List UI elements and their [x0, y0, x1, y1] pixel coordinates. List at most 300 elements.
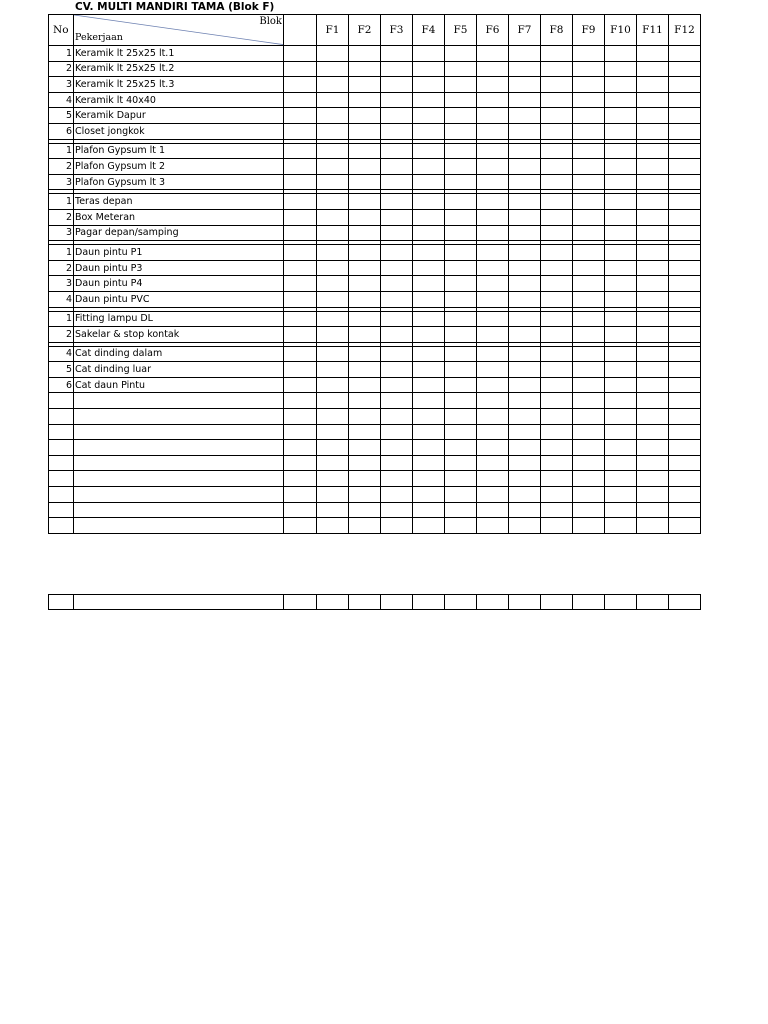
header-col-f9: F9 — [573, 15, 605, 46]
progress-cell — [445, 77, 477, 93]
progress-cell — [605, 225, 637, 241]
progress-cell — [669, 487, 701, 503]
progress-cell — [381, 77, 413, 93]
progress-cell — [509, 377, 541, 393]
progress-cell — [605, 409, 637, 425]
job-name: Daun pintu PVC — [74, 291, 284, 307]
progress-cell — [317, 518, 349, 534]
progress-cell — [637, 518, 669, 534]
progress-cell — [637, 455, 669, 471]
progress-cell — [413, 260, 445, 276]
table-row — [49, 108, 701, 124]
progress-cell — [509, 276, 541, 292]
progress-cell — [349, 77, 381, 93]
progress-cell — [637, 346, 669, 362]
progress-cell — [381, 346, 413, 362]
table-row — [49, 92, 701, 108]
cell — [74, 595, 284, 610]
table-row — [49, 174, 701, 190]
progress-cell — [509, 502, 541, 518]
progress-cell — [605, 92, 637, 108]
progress-cell — [317, 377, 349, 393]
progress-cell — [381, 46, 413, 62]
progress-cell — [573, 159, 605, 175]
header-col-f2: F2 — [349, 15, 381, 46]
progress-cell — [637, 46, 669, 62]
progress-cell — [477, 291, 509, 307]
progress-cell — [349, 92, 381, 108]
progress-cell — [669, 92, 701, 108]
job-name: Daun pintu P4 — [74, 276, 284, 292]
progress-cell — [284, 260, 317, 276]
job-name: Plafon Gypsum lt 2 — [74, 159, 284, 175]
progress-cell — [317, 362, 349, 378]
progress-cell — [541, 77, 573, 93]
progress-cell — [317, 346, 349, 362]
progress-cell — [284, 487, 317, 503]
table-row — [49, 424, 701, 440]
progress-cell — [637, 77, 669, 93]
progress-cell — [284, 225, 317, 241]
progress-cell — [509, 424, 541, 440]
progress-cell — [381, 245, 413, 261]
progress-cell — [605, 440, 637, 456]
progress-cell — [541, 260, 573, 276]
progress-cell — [349, 377, 381, 393]
progress-cell — [573, 393, 605, 409]
progress-cell — [669, 518, 701, 534]
progress-cell — [284, 409, 317, 425]
cell — [669, 595, 701, 610]
progress-cell — [509, 143, 541, 159]
progress-cell — [477, 276, 509, 292]
progress-cell — [477, 346, 509, 362]
header-no: No — [49, 15, 74, 46]
progress-cell — [381, 409, 413, 425]
progress-cell — [669, 346, 701, 362]
progress-cell — [573, 194, 605, 210]
progress-cell — [477, 225, 509, 241]
row-number: 1 — [49, 245, 74, 261]
progress-cell — [541, 455, 573, 471]
progress-cell — [317, 159, 349, 175]
progress-cell — [317, 291, 349, 307]
row-number: 2 — [49, 61, 74, 77]
progress-cell — [477, 377, 509, 393]
progress-cell — [349, 471, 381, 487]
progress-cell — [573, 487, 605, 503]
progress-cell — [573, 518, 605, 534]
job-name — [74, 502, 284, 518]
progress-cell — [413, 209, 445, 225]
job-name — [74, 440, 284, 456]
progress-cell — [573, 327, 605, 343]
progress-cell — [381, 455, 413, 471]
progress-cell — [413, 311, 445, 327]
progress-cell — [573, 174, 605, 190]
progress-cell — [573, 61, 605, 77]
progress-cell — [413, 518, 445, 534]
progress-cell — [605, 346, 637, 362]
footer-row — [49, 595, 701, 610]
progress-cell — [605, 159, 637, 175]
progress-cell — [509, 346, 541, 362]
progress-cell — [541, 245, 573, 261]
progress-cell — [541, 362, 573, 378]
progress-cell — [605, 518, 637, 534]
progress-cell — [413, 471, 445, 487]
cell — [317, 595, 349, 610]
row-number: 2 — [49, 260, 74, 276]
progress-cell — [349, 393, 381, 409]
row-number — [49, 455, 74, 471]
progress-cell — [445, 209, 477, 225]
progress-cell — [541, 194, 573, 210]
progress-cell — [284, 108, 317, 124]
progress-cell — [445, 159, 477, 175]
header-col-f7: F7 — [509, 15, 541, 46]
progress-cell — [413, 291, 445, 307]
progress-cell — [509, 46, 541, 62]
progress-cell — [317, 209, 349, 225]
row-number: 5 — [49, 108, 74, 124]
progress-cell — [445, 260, 477, 276]
progress-cell — [381, 260, 413, 276]
progress-cell — [477, 46, 509, 62]
progress-cell — [381, 362, 413, 378]
progress-cell — [477, 455, 509, 471]
job-name: Closet jongkok — [74, 123, 284, 139]
progress-cell — [573, 92, 605, 108]
progress-cell — [413, 409, 445, 425]
progress-cell — [477, 409, 509, 425]
progress-cell — [509, 440, 541, 456]
row-number — [49, 518, 74, 534]
progress-cell — [477, 92, 509, 108]
progress-cell — [669, 455, 701, 471]
progress-cell — [477, 502, 509, 518]
row-number — [49, 409, 74, 425]
progress-cell — [445, 440, 477, 456]
progress-cell — [605, 77, 637, 93]
progress-cell — [509, 455, 541, 471]
progress-cell — [573, 77, 605, 93]
header-col-f10: F10 — [605, 15, 637, 46]
progress-cell — [605, 471, 637, 487]
row-number: 4 — [49, 92, 74, 108]
progress-cell — [413, 455, 445, 471]
progress-cell — [509, 123, 541, 139]
progress-cell — [445, 276, 477, 292]
progress-cell — [509, 471, 541, 487]
job-name — [74, 487, 284, 503]
progress-cell — [573, 377, 605, 393]
progress-cell — [349, 502, 381, 518]
table-row — [49, 46, 701, 62]
progress-cell — [541, 291, 573, 307]
header-col-f11: F11 — [637, 15, 669, 46]
table-row — [49, 393, 701, 409]
progress-cell — [317, 123, 349, 139]
row-number: 2 — [49, 159, 74, 175]
progress-cell — [317, 46, 349, 62]
progress-cell — [573, 108, 605, 124]
progress-cell — [509, 245, 541, 261]
progress-cell — [541, 46, 573, 62]
job-name: Plafon Gypsum lt 3 — [74, 174, 284, 190]
progress-cell — [541, 346, 573, 362]
progress-cell — [413, 61, 445, 77]
progress-cell — [349, 409, 381, 425]
progress-cell — [445, 46, 477, 62]
progress-cell — [317, 455, 349, 471]
progress-cell — [349, 440, 381, 456]
progress-cell — [477, 108, 509, 124]
progress-cell — [349, 194, 381, 210]
job-name — [74, 518, 284, 534]
table-row — [49, 311, 701, 327]
progress-cell — [284, 346, 317, 362]
table-row — [49, 276, 701, 292]
progress-cell — [381, 276, 413, 292]
progress-cell — [509, 61, 541, 77]
row-number: 3 — [49, 225, 74, 241]
progress-cell — [284, 377, 317, 393]
progress-cell — [445, 409, 477, 425]
progress-cell — [509, 159, 541, 175]
progress-cell — [413, 487, 445, 503]
progress-cell — [317, 108, 349, 124]
progress-cell — [637, 174, 669, 190]
progress-cell — [605, 174, 637, 190]
progress-cell — [284, 327, 317, 343]
progress-cell — [669, 61, 701, 77]
progress-cell — [284, 123, 317, 139]
row-number: 6 — [49, 377, 74, 393]
progress-cell — [477, 327, 509, 343]
progress-cell — [637, 260, 669, 276]
progress-cell — [477, 311, 509, 327]
progress-cell — [541, 440, 573, 456]
row-number — [49, 471, 74, 487]
cell — [349, 595, 381, 610]
row-number: 4 — [49, 346, 74, 362]
row-number — [49, 487, 74, 503]
progress-cell — [605, 327, 637, 343]
progress-cell — [669, 440, 701, 456]
progress-cell — [605, 311, 637, 327]
header-blank — [284, 15, 317, 46]
progress-cell — [317, 61, 349, 77]
progress-cell — [541, 518, 573, 534]
job-name — [74, 455, 284, 471]
progress-cell — [669, 377, 701, 393]
progress-cell — [349, 311, 381, 327]
cell — [509, 595, 541, 610]
progress-cell — [573, 440, 605, 456]
progress-cell — [637, 61, 669, 77]
progress-cell — [413, 327, 445, 343]
progress-cell — [509, 291, 541, 307]
job-name: Box Meteran — [74, 209, 284, 225]
progress-cell — [509, 209, 541, 225]
progress-cell — [349, 424, 381, 440]
progress-cell — [413, 377, 445, 393]
progress-cell — [349, 487, 381, 503]
progress-cell — [445, 92, 477, 108]
table-row — [49, 260, 701, 276]
progress-cell — [381, 377, 413, 393]
progress-cell — [637, 502, 669, 518]
job-name: Keramik lt 25x25 lt.3 — [74, 77, 284, 93]
job-name: Keramik lt 25x25 lt.1 — [74, 46, 284, 62]
progress-cell — [317, 409, 349, 425]
progress-cell — [541, 409, 573, 425]
progress-cell — [445, 377, 477, 393]
progress-cell — [541, 276, 573, 292]
progress-cell — [445, 194, 477, 210]
job-name: Pagar depan/samping — [74, 225, 284, 241]
progress-cell — [349, 61, 381, 77]
progress-cell — [413, 123, 445, 139]
progress-cell — [477, 174, 509, 190]
row-number: 6 — [49, 123, 74, 139]
progress-cell — [381, 487, 413, 503]
progress-cell — [573, 291, 605, 307]
progress-cell — [637, 487, 669, 503]
progress-cell — [605, 276, 637, 292]
header-blok: Blok — [259, 16, 282, 27]
table-row — [49, 327, 701, 343]
progress-cell — [477, 143, 509, 159]
progress-cell — [445, 327, 477, 343]
progress-cell — [637, 409, 669, 425]
progress-cell — [541, 471, 573, 487]
progress-cell — [381, 291, 413, 307]
progress-cell — [445, 311, 477, 327]
progress-cell — [509, 225, 541, 241]
job-name — [74, 424, 284, 440]
progress-cell — [669, 46, 701, 62]
progress-cell — [445, 346, 477, 362]
cell — [573, 595, 605, 610]
progress-cell — [669, 209, 701, 225]
progress-cell — [349, 260, 381, 276]
progress-cell — [381, 159, 413, 175]
progress-cell — [541, 502, 573, 518]
progress-cell — [413, 194, 445, 210]
cell — [413, 595, 445, 610]
job-name: Fitting lampu DL — [74, 311, 284, 327]
progress-cell — [637, 327, 669, 343]
progress-cell — [637, 393, 669, 409]
progress-cell — [669, 409, 701, 425]
progress-cell — [381, 108, 413, 124]
progress-cell — [637, 245, 669, 261]
progress-cell — [349, 143, 381, 159]
progress-cell — [317, 260, 349, 276]
table-row — [49, 487, 701, 503]
progress-cell — [317, 276, 349, 292]
progress-cell — [509, 194, 541, 210]
cell — [605, 595, 637, 610]
table-row — [49, 291, 701, 307]
progress-cell — [284, 440, 317, 456]
progress-cell — [541, 424, 573, 440]
progress-cell — [669, 225, 701, 241]
table-body — [49, 15, 701, 534]
progress-cell — [573, 143, 605, 159]
progress-cell — [317, 225, 349, 241]
job-name: Plafon Gypsum lt 1 — [74, 143, 284, 159]
cell — [637, 595, 669, 610]
progress-cell — [637, 291, 669, 307]
header-col-f3: F3 — [381, 15, 413, 46]
progress-cell — [669, 393, 701, 409]
progress-cell — [669, 143, 701, 159]
table-row — [49, 209, 701, 225]
job-name: Keramik Dapur — [74, 108, 284, 124]
progress-cell — [445, 291, 477, 307]
progress-cell — [637, 471, 669, 487]
row-number: 1 — [49, 311, 74, 327]
progress-cell — [349, 209, 381, 225]
progress-cell — [509, 327, 541, 343]
progress-cell — [284, 393, 317, 409]
table-row — [49, 409, 701, 425]
progress-cell — [573, 311, 605, 327]
progress-cell — [573, 209, 605, 225]
progress-cell — [605, 194, 637, 210]
progress-cell — [381, 393, 413, 409]
table-row — [49, 471, 701, 487]
progress-cell — [381, 61, 413, 77]
progress-cell — [477, 471, 509, 487]
progress-cell — [477, 194, 509, 210]
progress-cell — [413, 424, 445, 440]
progress-cell — [637, 424, 669, 440]
table-row — [49, 518, 701, 534]
progress-cell — [669, 327, 701, 343]
progress-cell — [669, 77, 701, 93]
table-row — [49, 194, 701, 210]
cell — [381, 595, 413, 610]
progress-cell — [477, 159, 509, 175]
progress-cell — [573, 276, 605, 292]
row-number: 1 — [49, 46, 74, 62]
progress-cell — [605, 209, 637, 225]
progress-cell — [669, 260, 701, 276]
progress-cell — [284, 424, 317, 440]
job-name: Cat daun Pintu — [74, 377, 284, 393]
progress-cell — [349, 46, 381, 62]
progress-cell — [445, 518, 477, 534]
progress-cell — [637, 362, 669, 378]
progress-cell — [573, 225, 605, 241]
progress-cell — [509, 77, 541, 93]
table-row — [49, 143, 701, 159]
progress-cell — [605, 123, 637, 139]
progress-cell — [284, 46, 317, 62]
progress-cell — [669, 291, 701, 307]
progress-cell — [349, 362, 381, 378]
progress-cell — [445, 471, 477, 487]
progress-cell — [445, 455, 477, 471]
progress-cell — [381, 471, 413, 487]
progress-cell — [541, 108, 573, 124]
table-row — [49, 502, 701, 518]
progress-cell — [605, 455, 637, 471]
